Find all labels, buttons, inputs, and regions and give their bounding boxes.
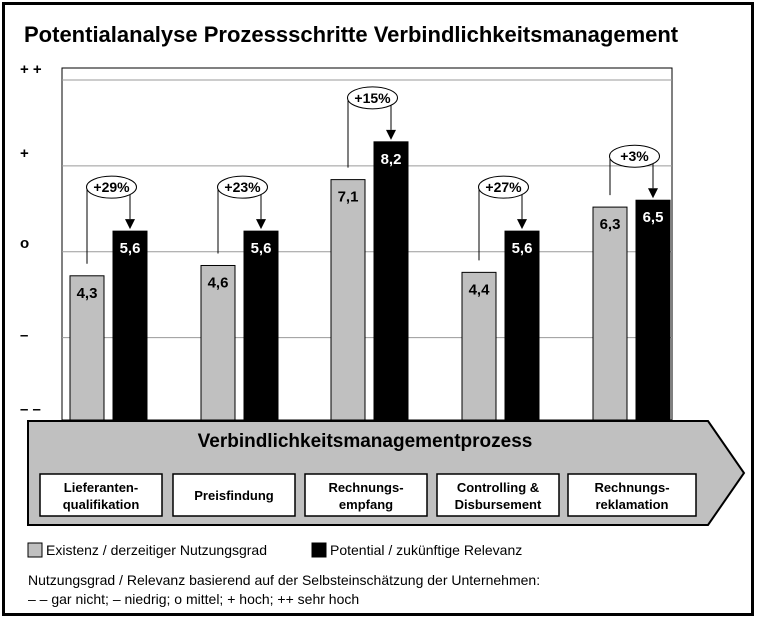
y-tick-label: – –: [20, 401, 41, 418]
bar-value-label: 4,4: [468, 281, 490, 299]
legend-label: Potential / zukünftige Relevanz: [330, 542, 523, 558]
category-label: qualifikation: [62, 497, 140, 512]
process-arrow-title: Verbindlichkeitsmanagementprozess: [197, 431, 533, 452]
category-label: Lieferanten-: [63, 480, 139, 495]
y-tick-label: +: [20, 145, 29, 162]
bar-value-label: 4,3: [76, 284, 98, 302]
bar-value-label: 5,6: [511, 240, 533, 258]
bar-potential: [636, 200, 670, 420]
bar-value-label: 5,6: [119, 240, 141, 258]
y-tick-label: + +: [20, 61, 42, 78]
annotation-percent: +3%: [620, 148, 649, 165]
category-label: reklamation: [595, 497, 669, 512]
category-label: Rechnungs-: [328, 480, 404, 495]
category-label: Rechnungs-: [594, 480, 670, 495]
bar-potential: [505, 231, 539, 420]
category-label: empfang: [338, 497, 394, 512]
bar-potential: [374, 142, 408, 420]
annotation-percent: +27%: [485, 179, 522, 196]
plot-area: [62, 68, 672, 420]
bar-value-label: 7,1: [337, 188, 359, 206]
bar-potential: [244, 231, 278, 420]
bar-value-label: 4,6: [207, 274, 229, 292]
footnote-line-1: Nutzungsgrad / Relevanz basierend auf der Selbsteinschätzung der Unternehmen:: [28, 572, 541, 588]
category-boxes: [40, 474, 696, 516]
annotation-percent: +15%: [354, 89, 391, 106]
bar-existenz: [593, 207, 627, 420]
bar-existenz: [331, 180, 365, 420]
category-label: Disbursement: [454, 497, 542, 512]
category-label: Preisfindung: [194, 488, 274, 503]
legend: [28, 542, 522, 558]
footnote-line-2: – – gar nicht; – niedrig; o mittel; + hoch; ++ sehr hoch: [28, 591, 360, 607]
bar-value-label: 6,5: [642, 209, 664, 227]
legend-label: Existenz / derzeitiger Nutzungsgrad: [46, 542, 267, 558]
category-label: Controlling &: [456, 480, 540, 495]
annotation-percent: +23%: [224, 179, 261, 196]
bar-value-label: 6,3: [599, 216, 621, 234]
y-axis-ticks: [20, 61, 42, 418]
chart-title: Potentialanalyse Prozessschritte Verbindlichkeitsmanagement: [24, 22, 679, 47]
y-tick-label: o: [20, 235, 30, 252]
legend-swatch: [28, 543, 42, 557]
legend-swatch: [312, 543, 326, 557]
bar-potential: [113, 231, 147, 420]
y-tick-label: –: [20, 327, 29, 344]
bar-value-label: 5,6: [250, 240, 272, 258]
bar-value-label: 8,2: [380, 150, 402, 168]
annotation-percent: +29%: [93, 179, 130, 196]
